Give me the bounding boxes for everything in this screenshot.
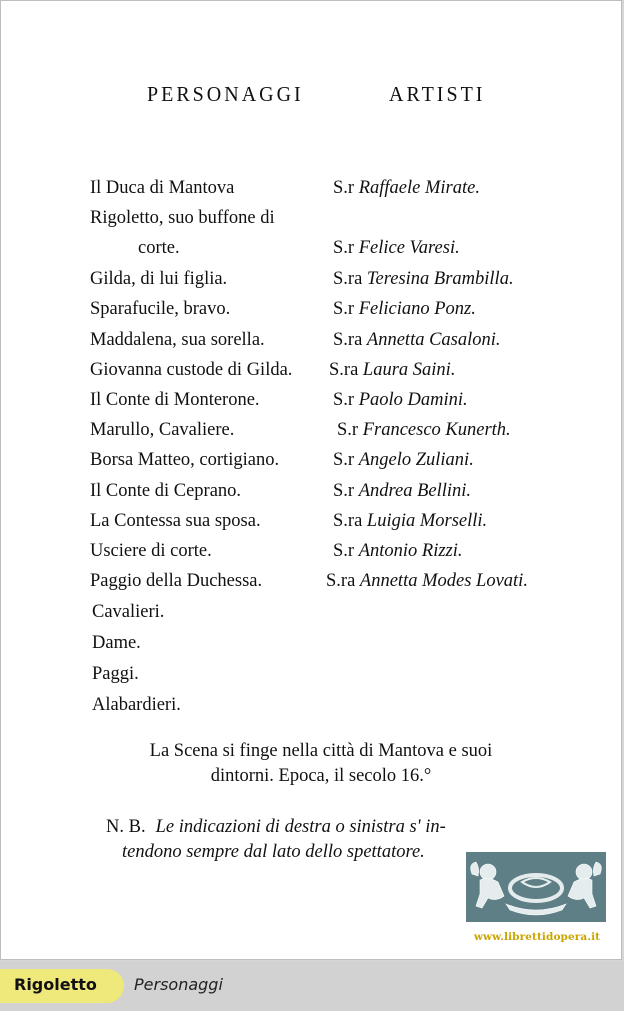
artist-name: Teresina Brambilla. xyxy=(366,269,514,289)
role-name: Giovanna custode di Gilda. xyxy=(90,360,293,380)
column-headers xyxy=(1,83,621,113)
artist-credit xyxy=(333,445,474,475)
artist-name: Paolo Damini. xyxy=(358,390,468,410)
artist-name: Angelo Zuliani. xyxy=(358,450,474,470)
artist-credit xyxy=(337,415,511,445)
role-name: Cavalieri. xyxy=(92,602,165,622)
artist-title: S.r xyxy=(333,450,355,470)
artist-name: Laura Saini. xyxy=(362,360,456,380)
role-name: Alabardieri. xyxy=(92,695,181,715)
role-name: La Contessa sua sposa. xyxy=(90,511,261,531)
artist-title: S.ra xyxy=(329,360,359,380)
roles-column-header: PERSONAGGI xyxy=(147,83,304,107)
role-name: Marullo, Cavaliere. xyxy=(90,420,235,440)
artist-title: S.r xyxy=(333,178,355,198)
role-name: Il Duca di Mantova xyxy=(90,178,235,198)
artist-name: Felice Varesi. xyxy=(358,238,460,258)
artist-credit xyxy=(333,294,476,324)
cast-row xyxy=(1,690,621,720)
artist-title: S.r xyxy=(333,541,355,561)
nb-note-line: Le indicazioni di destra o sinistra s' in- xyxy=(155,817,446,837)
artist-name: Annetta Modes Lovati. xyxy=(359,571,528,591)
cast-row xyxy=(1,173,621,203)
artist-title: S.r xyxy=(333,238,355,258)
artist-title: S.ra xyxy=(333,511,363,531)
artist-name: Andrea Bellini. xyxy=(358,481,472,501)
cast-row xyxy=(1,264,621,294)
artist-name: Feliciano Ponz. xyxy=(358,299,476,319)
artist-credit xyxy=(326,566,528,596)
role-name: Rigoletto, suo buffone di xyxy=(90,208,275,228)
section-name: Personaggi xyxy=(134,975,223,994)
artist-credit xyxy=(333,233,460,263)
cast-row xyxy=(1,325,621,355)
artist-name: Raffaele Mirate. xyxy=(358,178,480,198)
scene-note-line: dintorni. Epoca, il secolo 16.° xyxy=(210,766,432,786)
role-name: Paggio della Duchessa. xyxy=(90,571,263,591)
cast-row xyxy=(1,385,621,415)
cast-row xyxy=(1,294,621,324)
role-name: Il Conte di Ceprano. xyxy=(90,481,242,501)
cast-row xyxy=(1,628,621,658)
artist-name: Luigia Morselli. xyxy=(366,511,488,531)
cast-row xyxy=(1,445,621,475)
artist-credit xyxy=(333,476,471,506)
role-name: Gilda, di lui figlia. xyxy=(90,269,228,289)
artist-credit xyxy=(333,173,480,203)
cast-row xyxy=(1,659,621,689)
artist-title: S.ra xyxy=(333,269,363,289)
role-name: Usciere di corte. xyxy=(90,541,212,561)
artist-credit xyxy=(333,506,487,536)
cast-row xyxy=(1,536,621,566)
site-url-link[interactable]: www.librettidopera.it xyxy=(473,931,601,943)
role-name: Dame. xyxy=(92,633,141,653)
nb-label: N. B. xyxy=(106,817,146,837)
cast-row xyxy=(1,506,621,536)
artists-column-header: ARTISTI xyxy=(389,83,486,107)
role-name: Borsa Matteo, cortigiano. xyxy=(90,450,280,470)
cast-row xyxy=(1,233,621,263)
cast-row xyxy=(1,415,621,445)
scene-note-line: La Scena si finge nella città di Mantova e suoi xyxy=(149,741,493,761)
role-name: Il Conte di Monterone. xyxy=(90,390,260,410)
cast-row xyxy=(1,597,621,627)
cast-row xyxy=(1,476,621,506)
artist-credit xyxy=(333,536,463,566)
artist-title: S.r xyxy=(333,299,355,319)
role-name: Paggi. xyxy=(92,664,139,684)
artist-credit xyxy=(329,355,455,385)
artist-title: S.ra xyxy=(326,571,356,591)
artist-name: Antonio Rizzi. xyxy=(358,541,463,561)
artist-title: S.r xyxy=(333,390,355,410)
artist-name: Annetta Casaloni. xyxy=(366,330,501,350)
cast-row xyxy=(1,566,621,596)
role-name: corte. xyxy=(138,238,180,258)
artist-credit xyxy=(333,264,514,294)
artist-title: S.r xyxy=(337,420,359,440)
artist-title: S.r xyxy=(333,481,355,501)
role-name: Sparafucile, bravo. xyxy=(90,299,231,319)
artist-credit xyxy=(333,325,501,355)
site-emblem-logo xyxy=(466,852,606,922)
role-name: Maddalena, sua sorella. xyxy=(90,330,265,350)
opera-title: Rigoletto xyxy=(14,975,97,994)
footer-bar xyxy=(0,961,624,1011)
artist-name: Francesco Kunerth. xyxy=(362,420,511,440)
artist-title: S.ra xyxy=(333,330,363,350)
scene-setting-note xyxy=(101,739,541,789)
artist-credit xyxy=(333,385,468,415)
cast-row xyxy=(1,355,621,385)
cherubs-emblem-icon xyxy=(466,852,606,922)
nb-note-line: tendono sempre dal lato dello spettatore. xyxy=(122,842,425,862)
cast-row xyxy=(1,203,621,233)
